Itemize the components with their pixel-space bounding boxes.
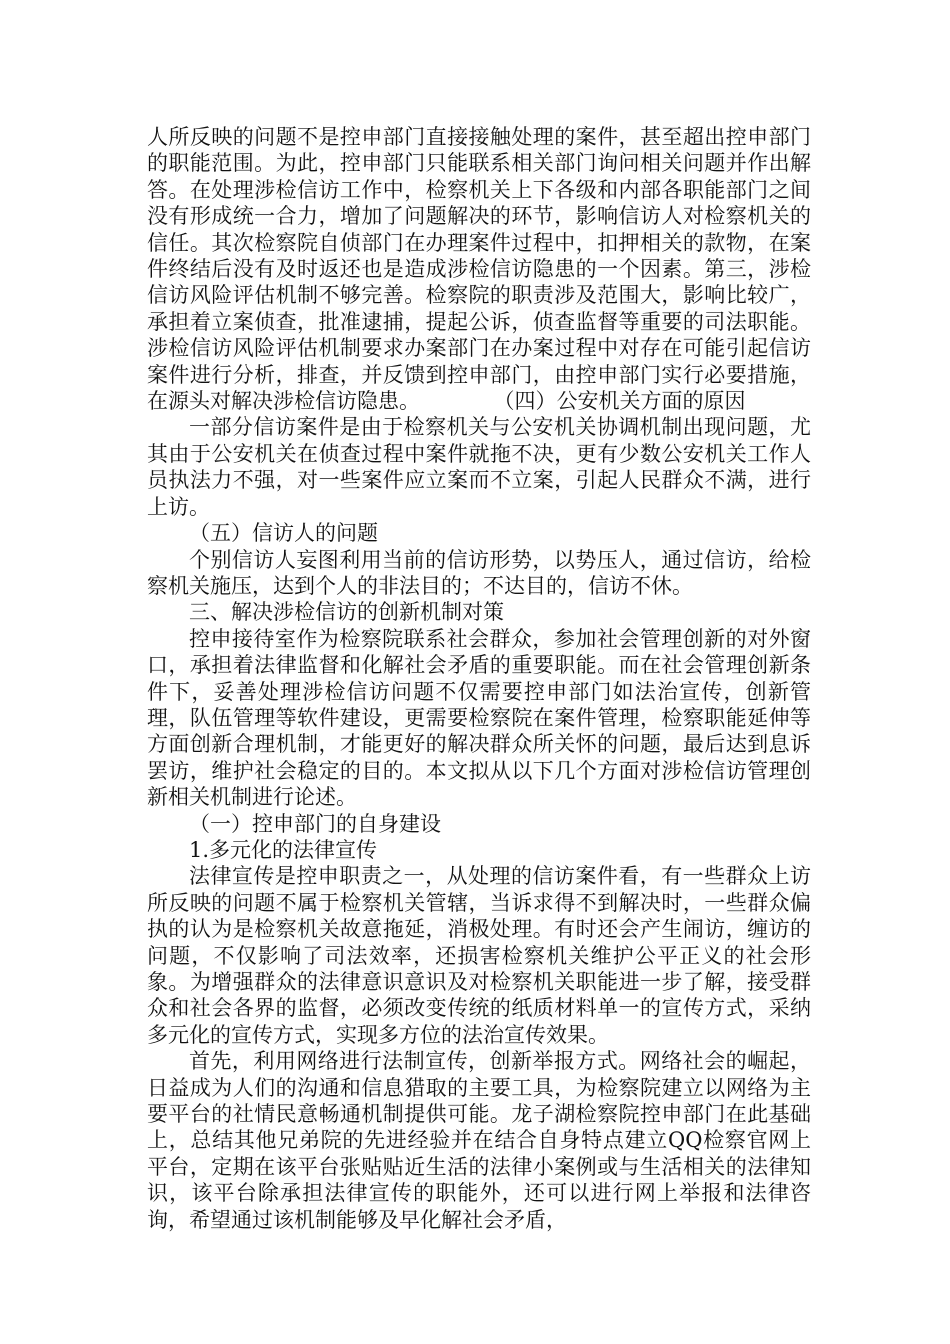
paragraph-text: 人所反映的问题不是控申部门直接接触处理的案件，甚至超出控申部门的职能范围。为此，控申部门只能联系相关部门询问相关问题并作出解答。在处理涉检信访工作中，检察机关上下各级和内部各职能部门之间没有形成统一合力，增加了问题解决的环节，影响信访人对检察机关的信任。其次检察院自侦部门在办理案件过程中，扣押相关的款物，在案件终结后没有及时返还也是造成涉检信访隐患的一个因素。第三，涉检信访风险评估机制不够完善。检察院的职责涉及范围大，影响比较广，承担着立案侦查，批准逮捕，提起公诉，侦查监督等重要的司法职能。涉检信访风险评估机制要求办案部门在办案过程中对存在可能引起信访案件进行分析，排查，并反馈到控申部门，由控申部门实行必要措施，在源头对解决涉检信访隐患。 xyxy=(147,125,811,414)
paragraph-network-publicity: 首先，利用网络进行法制宣传，创新举报方式。网络社会的崛起，日益成为人们的沟通和信息猎取的主要工具，为检察院建立以网络为主要平台的社情民意畅通机制提供可能。龙子湖检察院控申部门在此基础上，总结其他兄弟院的先进经验并在结合自身特点建立QQ检察官网上平台，定期在该平台张贴贴近生活的法律小案例或与生活相关的法律知识，该平台除承担法律宣传的职能外，还可以进行网上举报和法律咨询，希望通过该机制能够及早化解社会矛盾， xyxy=(147,1049,811,1232)
paragraph-risk-assessment xyxy=(147,124,811,414)
paragraph-legal-publicity: 法律宣传是控申职责之一，从处理的信访案件看，有一些群众上访所反映的问题不属于检察机关管辖，当诉求得不到解决时，一些群众偏执的认为是检察机关故意拖延，消极处理。有时还会产生闹访，缠访的问题，不仅影响了司法效率，还损害检察机关维护公平正义的社会形象。为增强群众的法律意识意识及对检察机关职能进一步了解，接受群众和社会各界的监督，必须改变传统的纸质材料单一的宣传方式，采纳多元化的宣传方式，实现多方位的法治宣传效果。 xyxy=(147,864,811,1047)
subsection-heading-self-building: （一）控申部门的自身建设 xyxy=(189,811,441,836)
section-heading-innovation: 三、解决涉检信访的创新机制对策 xyxy=(189,600,504,625)
section-heading-petitioner: （五）信访人的问题 xyxy=(189,521,378,546)
paragraph-public-security: 一部分信访案件是由于检察机关与公安机关协调机制出现问题，尤其由于公安机关在侦查过程中案件就拖不决，更有少数公安机关工作人员执法力不强，对一些案件应立案而不立案，引起人民群众不满，进行上访。 xyxy=(147,415,811,519)
paragraph-innovation: 控申接待室作为检察院联系社会群众，参加社会管理创新的对外窗口，承担着法律监督和化解社会矛盾的重要职能。而在社会管理创新条件下，妥善处理涉检信访问题不仅需要控申部门如法治宣传，创新管理，队伍管理等软件建设，更需要检察院在案件管理，检察职能延伸等方面创新合理机制，才能更好的解决群众所关怀的问题，最后达到息诉罢访，维护社会稳定的目的。本文拟从以下几个方面对涉检信访管理创新相关机制进行论述。 xyxy=(147,626,811,810)
document-body xyxy=(147,124,811,1233)
section-heading-public-security: （四）公安机关方面的原因 xyxy=(504,389,746,414)
paragraph-petitioner: 个别信访人妄图利用当前的信访形势，以势压人，通过信访，给检察机关施压，达到个人的非法目的；不达目的，信访不休。 xyxy=(147,547,811,598)
subsection-heading-legal-publicity: 1.多元化的法律宣传 xyxy=(189,837,378,862)
